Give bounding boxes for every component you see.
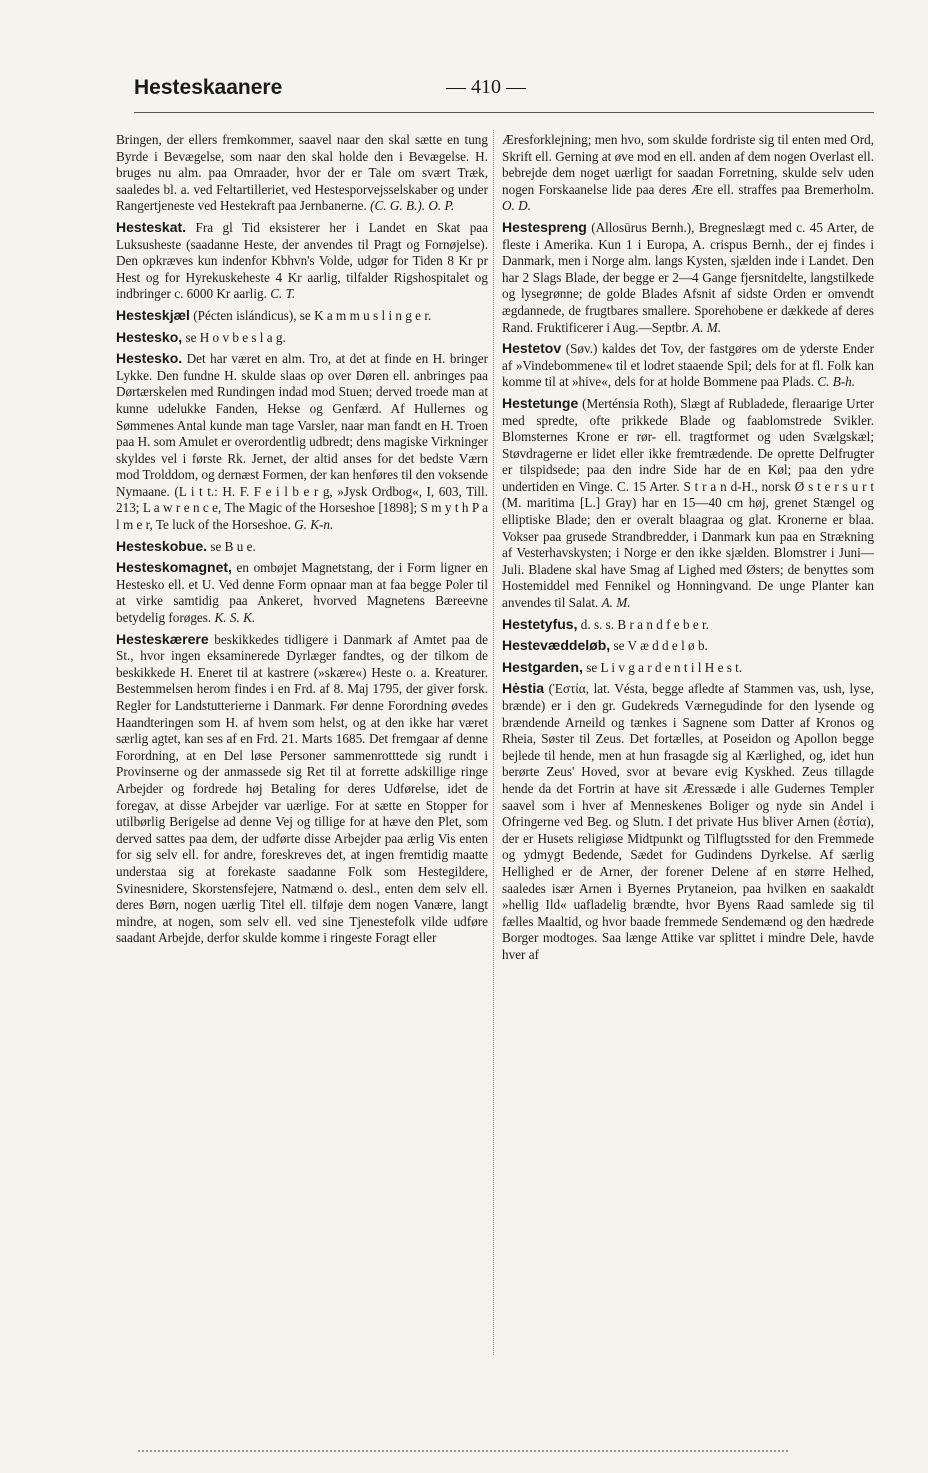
entry-signature: O. D. [502,198,531,214]
dictionary-entry [116,559,488,626]
entry-headword: Hėstia [502,680,545,697]
dictionary-entry [502,637,874,655]
entry-headword: Hesteskat. [116,218,187,235]
entry-text: d. s. s. B r a n d f e b e r. [580,616,709,632]
entry-headword: Hesteskomagnet, [116,559,232,576]
entry-headword: Hesteskobue. [116,537,208,554]
entry-signature: G. K-n. [294,517,334,533]
dictionary-entry [502,680,874,963]
entry-headword: Hestespreng [502,218,587,235]
dictionary-entry [502,219,874,336]
entry-text: se L i v g a r d e n t i l H e s t. [586,659,743,675]
header-rule [134,112,874,113]
entry-headword: Hestetyfus, [502,615,578,632]
dictionary-entry [116,538,488,556]
entry-text: se B u e. [210,538,256,554]
footer-dots [138,1450,788,1452]
page-number: — 410 — [446,76,526,98]
entry-headword: Hestesko. [116,350,183,367]
page-header [134,76,874,104]
right-column [502,132,874,968]
entry-text: (Pécten islándicus), se K a m m u s l i n g e r. [193,307,432,323]
entry-headword: Hestgarden, [502,658,583,675]
dictionary-entry [116,631,488,947]
entry-text: se H o v b e s l a g. [185,329,286,345]
dictionary-entry [502,340,874,391]
column-divider [493,130,494,1355]
entry-text: (Merténsia Roth), Slægt af Rubladede, fleraarige Urter med spredte, ofte prikkede Blade og faablomstrede Svikler. Blomsternes Krone er rør- ell. tragtformet og uden Svælgskæl; Støvdragerne er lidet eller ikke fremtrædende. De oprette Delfrugter er tilspidsede; paa den indre Side har de en Køl; paa den ydre undertiden en Vinge. C. 15 Arter. S t r a n d-H., norsk Ø s t e r s u r t (M. maritima [L.] Gray) har en 15—40 cm høj, grenet Stængel og elliptiske Blade; den er overalt blaagraa og glat. Kronerne er blaa. Vokser paa grusede Strandbredder, i Danmark kun paa en Strækning af Vesterhavskysten; i Norge er den ikke sjælden. Blomstrer i Juni—Juli. Bladene skal have Smag af Lighed med Østers; de benyttes som Hostemiddel med Fennikel og Honningvand. De unge Planter kan anvendes til Salat. [502,395,875,611]
entry-signature: (C. G. B.). O. P. [370,198,455,214]
entry-headword: Hesteskjæl [116,306,190,323]
entry-headword: Hesteskærere [116,630,209,647]
dictionary-entry [116,132,488,215]
entry-signature: K. S. K. [214,610,256,626]
entry-signature: A. M. [692,319,722,335]
dictionary-entry [116,350,488,534]
entry-text: Det har været en alm. Tro, at det at finde en H. bringer Lykke. Den fundne H. skulde slaas op over Døren ell. anbringes paa Dørtærskelen med Rundingen indad mod Stuen; derved troede man at kunne udelukke Fanden, Hekse og Genfærd. Af Hullernes og Sømmenes Antal kunde man tage Varsler, naar man fandt en H. Troen paa H. som Amulet er overordentlig udbredt; dens magiske Virkninger skyldes vel i første Rk. Jernet, der altid anses for det bedste Værn mod Trolddom, og dernæst Formen, der kan henføres til den voksende Nymaane. (L i t t.: H. F. F e i l b e r g, »Jysk Ordbog«, I, 603, Till. 213; L a w r e n c e, The Magic of the Horseshoe [1898]; S m y t h P a l m e r, Te luck of the Horseshoe. [116,351,489,533]
dictionary-entry [502,616,874,634]
dictionary-entry [116,219,488,303]
entry-text: Fra gl Tid eksisterer her i Landet en Skat paa Luksusheste (saadanne Heste, der anvendes til Pragt og Fornøjelse). Den opkræves kun indenfor Kbhvn's Volde, udgør for Tiden 8 Kr pr Hest og for Hyrekuskeheste 4 Kr aarlig, tilfalder Rigshospitalet og indbringer c. 6000 Kr aarlig. [116,219,488,302]
entry-text: (Allosūrus Bernh.), Bregneslægt med c. 45 Arter, de fleste i Amerika. Kun 1 i Europa, A. crispus Bernh., der ej findes i Danmark, men i Norge alm. langs Kysten, sjælden inde i Landet. Den har 2 Slags Blade, der begge er 2—4 Gange fjersnitdelte, langstilkede og lysegrønne; de golde Blades Afsnit af sidste Orden er omvendt ægdannede, de frugtbares smallere. Sporehobene er dækkede af deres Rand. Fruktificerer i Aug.—Septbr. [502,219,874,335]
entry-text: en ombøjet Magnetstang, der i Form ligner en Hestesko ell. et U. Ved denne Form opnaar man at faa begge Poler til at virke samtidig paa Ankeret, hvorved Magnetens Bæreevne betydelig forøges. [116,560,489,626]
entry-text: Bringen, der ellers fremkommer, saavel naar den skal sætte en tung Byrde i Bevægelse, som naar den skal holde den i Bevægelse. H. bruges nu alm. paa Omraader, hvor der er Tale om svært Træk, saaledes bl. a. ved Feltartilleriet, ved Hestesporvejsselskaber og under Rangertjeneste ved Hestekraft paa Jernbanerne. [116,132,488,214]
entry-headword: Hestevæddeløb, [502,637,611,654]
left-column [116,132,488,951]
running-head: Hesteskaanere [134,76,283,99]
dictionary-entry [116,307,488,325]
entry-signature: A. M. [601,595,631,611]
entry-headword: Hestesko, [116,328,183,345]
entry-text: beskikkedes tidligere i Danmark af Amtet paa de St., hvor ingen eksaminerede Dyrlæger fandtes, og der tilkom de beskikkede H. Eneret til at kastrere (»skære«) Heste o. a. Kreaturer. Bestemmelsen herom findes i en Frd. af 8. Maj 1795, der giver forsk. Regler for Landstutterierne i Danmark. Før denne Forordning øvedes Haandteringen som H. af hvem som helst, og at den ikke har været særlig agtet, kan ses af en Frd. 21. Marts 1685. Det fremgaar af denne Forordning, at en Del løse Personer sammenrotttede sig rundt i Provinserne og der anmassede sig Ret til at forrette adskillige ringe Arbejder og fordrede høj Betaling for deres Udførelse, idet de foregav, at disse Arbejder var uærlige. For at sætte en Stopper for utilbørlig Berigelse ad denne Vej og tillige for at hæve den Plet, som derved sattes paa dem, der udførte disse Arbejder paa ærlig Vis enten for sig selv ell. for andre, foreskreves det, at ingen fremtidig maatte understaa sig at forekaste saadanne Folk som Hestegildere, Svinesnidere, Skorstensfejere, Natmænd o. desl., enten dem selv ell. deres Børn, nogen uærlig Titel ell. tilføje dem nogen Vanære, langt mindre, at nogen, som selv ell. ved sine Tjenestefolk vilde udføre saadant Arbejde, derfor skulde komme i ringeste Foragt eller [116,631,489,946]
entry-signature: C. B-h. [817,374,856,390]
entry-headword: Hestetov [502,340,562,357]
dictionary-entry [502,659,874,677]
dictionary-entry [502,132,874,215]
dictionary-entry [502,395,874,612]
dictionary-entry [116,329,488,347]
entry-text: (Søv.) kaldes det Tov, der fastgøres om de yderste Ender af »Vindebommene« til et lodret staaende Spil; dels for at fl. Folk kan komme til at »hive«, dels for at holde Bommene paa Plads. [502,341,874,390]
entry-text: (Ἑστία, lat. Vésta, begge afledte af Stammen vas, ush, lyse, brænde) er i den gr. Gudekreds Værnegudinde for den lysende og brændende Arneild og tænkes i Sagnene som Datter af Kronos og Rheia, Søster til Zeus. Det fortælles, at Poseidon og Apollon begge bejlede til hende, men at hun frasagde sig al Kærlighed, og, idet hun berørte Zeus' Hoved, svor at bevare evig Kyskhed. Zeus tillagde hende da det Fortrin at have sit Æressæde i alle Gudernes Templer saavel som i hver af Menneskenes Boliger og nyde sin Andel i Ofringerne ved Beg. og Slutn. I det private Hus bliver Arnen (ἑστία), der er Husets religiøse Midtpunkt og Tilflugtssted for den Fremmede og ydmygt Bedende, Sædet for Gudindens Dyrkelse. Af særlig Hellighed er de Arner, der forener Delene af en større Helhed, saaledes især Arnen i Byernes Prytaneion, paa hvilken en saakaldt »hellig Ild« uafladelig brændte, hvor Byens Raad samlede sig til fælles Maaltid, og hvor baade fremmede Sendemænd og den hædrede Borger modtoges. Saa længe Attike var splittet i mindre Dele, havde hver af [502,681,875,962]
entry-text: Æresforklejning; men hvo, som skulde fordriste sig til enten med Ord, Skrift ell. Gerning at øve mod en ell. anden af dem nogen Overlast ell. bebrejde dem noget uærligt for saadan Forretning, skulde selv uden nogen Forskaanelse lide paa deres Ære ell. straffes paa Bremerholm. [502,132,874,197]
entry-headword: Hestetunge [502,394,579,411]
entry-text: se V æ d d e l ø b. [613,638,708,654]
entry-signature: C. T. [270,286,296,302]
